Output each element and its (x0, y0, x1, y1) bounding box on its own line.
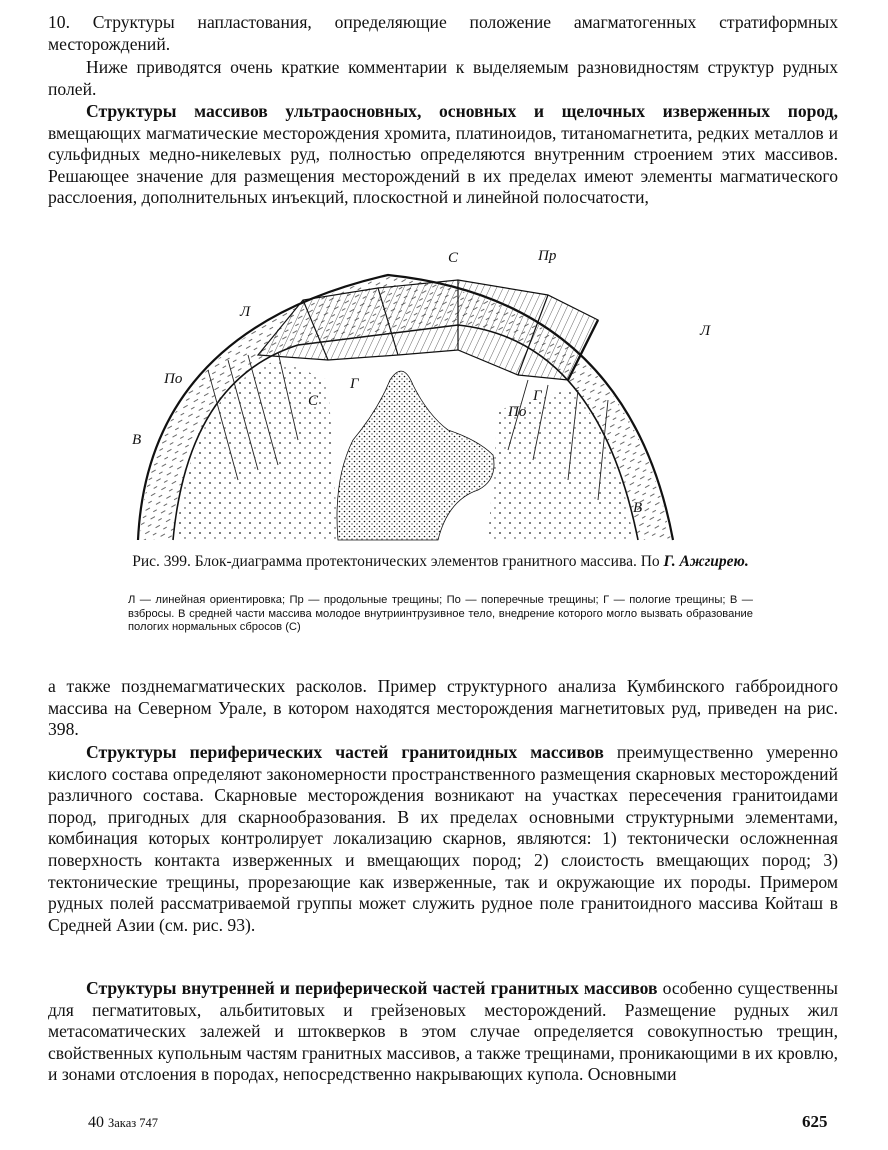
paragraph-4 (48, 676, 838, 741)
paragraph-2 (48, 57, 838, 100)
sheet-number: 40 (88, 1114, 104, 1131)
paragraph-5-heading: Структуры периферических частей гранитоидных массивов (86, 742, 604, 762)
paragraph-5-text: преимущественно умеренно кислого состава определяют закономерности пространственного размещения скарновых месторождений различного состава. Скарновые месторождения возникают на участках пересечения гранитоидами пород, пригодных для скарнообразования. В их пределах основными структурными элементами, комбинация которых контролирует локализацию скарнов, являются: 1) тектонически осложненная поверхность контакта изверженных и вмещающих пород; 2) слоистость вмещающих пород; 3) тектонические трещины, прорезающие как изверженные, так и окружающие их породы. Примером рудных полей рассматриваемой группы может служить рудное поле гранитоидного массива Койташ в Средней Азии (см. рис. 93). (48, 742, 838, 935)
paragraph-5 (48, 742, 838, 936)
block-diagram-figure (128, 240, 711, 545)
label-L-left: Л (240, 304, 251, 320)
paragraph-3-text: вмещающих магматические месторождения хромита, платиноидов, титаномагнетита, редких металлов и сульфидных медно-никелевых руд, полностью определяются внутренним строением этих массивов. Решающее значение для размещения месторождений в их пределах имеют элементы магматического расслоения, дополнительных инъекций, плоскостной и линейной полосчатости, (48, 122, 838, 208)
paragraph-1 (48, 12, 838, 55)
label-Pr: Пр (538, 248, 557, 264)
figure-caption-text: Рис. 399. Блок-диаграмма протектонических элементов гранитного массива. По (132, 553, 664, 570)
top-block-band (258, 280, 598, 380)
label-G-1: Г (350, 376, 359, 392)
central-intrusive-body (337, 371, 494, 540)
order-number: Заказ 747 (108, 1116, 159, 1130)
paragraph-6-heading: Структуры внутренней и периферической частей гранитных массивов (86, 978, 658, 998)
figure-caption-author: Г. Ажгирею. (663, 553, 749, 570)
page-number: 625 (802, 1112, 828, 1131)
label-V-left: В (132, 432, 142, 448)
paragraph-3 (48, 101, 838, 209)
label-Po-mid: По (508, 404, 527, 420)
label-G-2: Г (533, 388, 542, 404)
paragraph-3-heading: Структуры массивов ультраосновных, основных и щелочных изверженных пород, (86, 101, 838, 121)
label-L-right: Л (700, 323, 711, 339)
paragraph-1-text: 10. Структуры напластования, определяющие положение амагматогенных стратиформных месторождений. (48, 12, 838, 54)
paragraph-6 (48, 978, 838, 1086)
footer-signature (88, 1114, 158, 1132)
label-Po-left: По (164, 371, 183, 387)
label-C-top: С (448, 250, 459, 266)
figure-legend-text: Л — линейная ориентировка; Пр — продольные трещины; По — поперечные трещины; Г — пологие трещины; В — взбросы. В средней части массива молодое внутриинтрузивное тело, внедрение которого могло вызвать образование пологих нормальных сбросов (С) (128, 594, 753, 633)
label-C-mid: С (308, 393, 319, 409)
figure-legend (128, 594, 753, 635)
figure-caption (128, 553, 753, 571)
label-V-right: В (633, 500, 643, 516)
paragraph-2-text: Ниже приводятся очень краткие комментарии к выделяемым разновидностям структур рудных полей. (48, 57, 838, 99)
paragraph-4-text: а также позднемагматических расколов. Пример структурного анализа Кумбинского габброидного массива на Северном Урале, в котором находятся месторождения магнетитовых руд, приведен на рис. 398. (48, 676, 838, 740)
paragraph-6-text: особенно существенны для пегматитовых, альбититовых и грейзеновых месторождений. Размещение рудных жил метасоматических залежей и штокверков в этом случае определяется совокупностью трещин, свойственных купольным частям гранитных массивов, а также трещинами, проникающими в их кровлю, и зонами отслоения в породах, непосредственно накрывающих купола. Основными (48, 978, 839, 1085)
